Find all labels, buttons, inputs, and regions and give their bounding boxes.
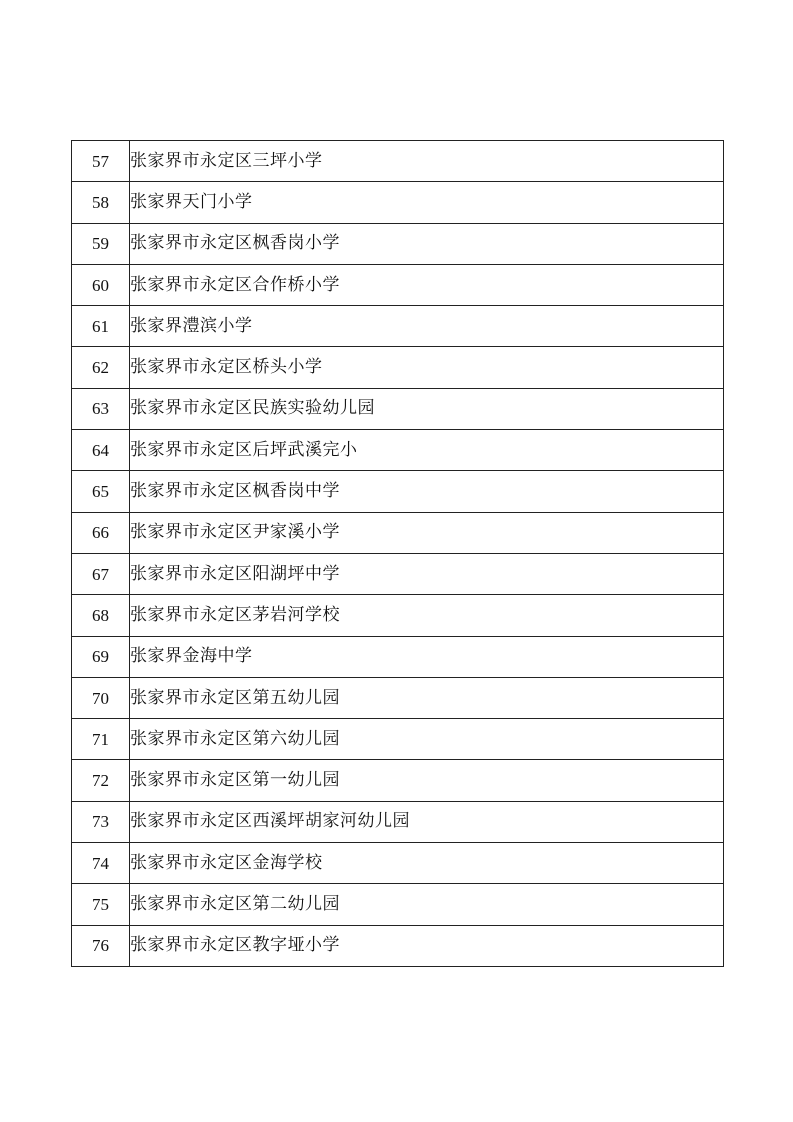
table-row [72,306,724,347]
school-name: 张家界市永定区尹家溪小学 [130,512,724,553]
row-number: 62 [72,347,130,388]
school-name: 张家界市永定区西溪坪胡家河幼儿园 [130,801,724,842]
table-row [72,388,724,429]
school-name: 张家界市永定区枫香岗中学 [130,471,724,512]
school-name: 张家界市永定区阳湖坪中学 [130,553,724,594]
row-number: 72 [72,760,130,801]
table-row [72,347,724,388]
row-number: 60 [72,264,130,305]
row-number: 58 [72,182,130,223]
row-number: 76 [72,925,130,966]
table-row [72,141,724,182]
school-name: 张家界市永定区第二幼儿园 [130,884,724,925]
school-name: 张家界市永定区第五幼儿园 [130,677,724,718]
row-number: 75 [72,884,130,925]
school-list-table [71,140,724,967]
row-number: 73 [72,801,130,842]
table-row [72,512,724,553]
table-row [72,223,724,264]
table-row [72,884,724,925]
school-name: 张家界市永定区茅岩河学校 [130,595,724,636]
row-number: 66 [72,512,130,553]
table-row [72,182,724,223]
row-number: 63 [72,388,130,429]
school-name: 张家界金海中学 [130,636,724,677]
table-row [72,719,724,760]
school-name: 张家界市永定区桥头小学 [130,347,724,388]
table-row [72,636,724,677]
school-name: 张家界市永定区合作桥小学 [130,264,724,305]
school-name: 张家界市永定区教字垭小学 [130,925,724,966]
school-name: 张家界天门小学 [130,182,724,223]
table-row [72,925,724,966]
table-row [72,595,724,636]
row-number: 64 [72,430,130,471]
school-name: 张家界市永定区三坪小学 [130,141,724,182]
table-row [72,677,724,718]
row-number: 68 [72,595,130,636]
table-row [72,553,724,594]
row-number: 61 [72,306,130,347]
row-number: 59 [72,223,130,264]
row-number: 71 [72,719,130,760]
row-number: 57 [72,141,130,182]
school-name: 张家界市永定区金海学校 [130,843,724,884]
table-body [72,141,724,967]
row-number: 69 [72,636,130,677]
school-name: 张家界市永定区第一幼儿园 [130,760,724,801]
row-number: 70 [72,677,130,718]
school-name: 张家界市永定区民族实验幼儿园 [130,388,724,429]
table-row [72,471,724,512]
row-number: 65 [72,471,130,512]
table-row [72,430,724,471]
table-row [72,843,724,884]
table-row [72,801,724,842]
school-name: 张家界市永定区枫香岗小学 [130,223,724,264]
school-name: 张家界市永定区后坪武溪完小 [130,430,724,471]
row-number: 67 [72,553,130,594]
school-name: 张家界市永定区第六幼儿园 [130,719,724,760]
table-row [72,760,724,801]
table-row [72,264,724,305]
school-name: 张家界澧滨小学 [130,306,724,347]
row-number: 74 [72,843,130,884]
